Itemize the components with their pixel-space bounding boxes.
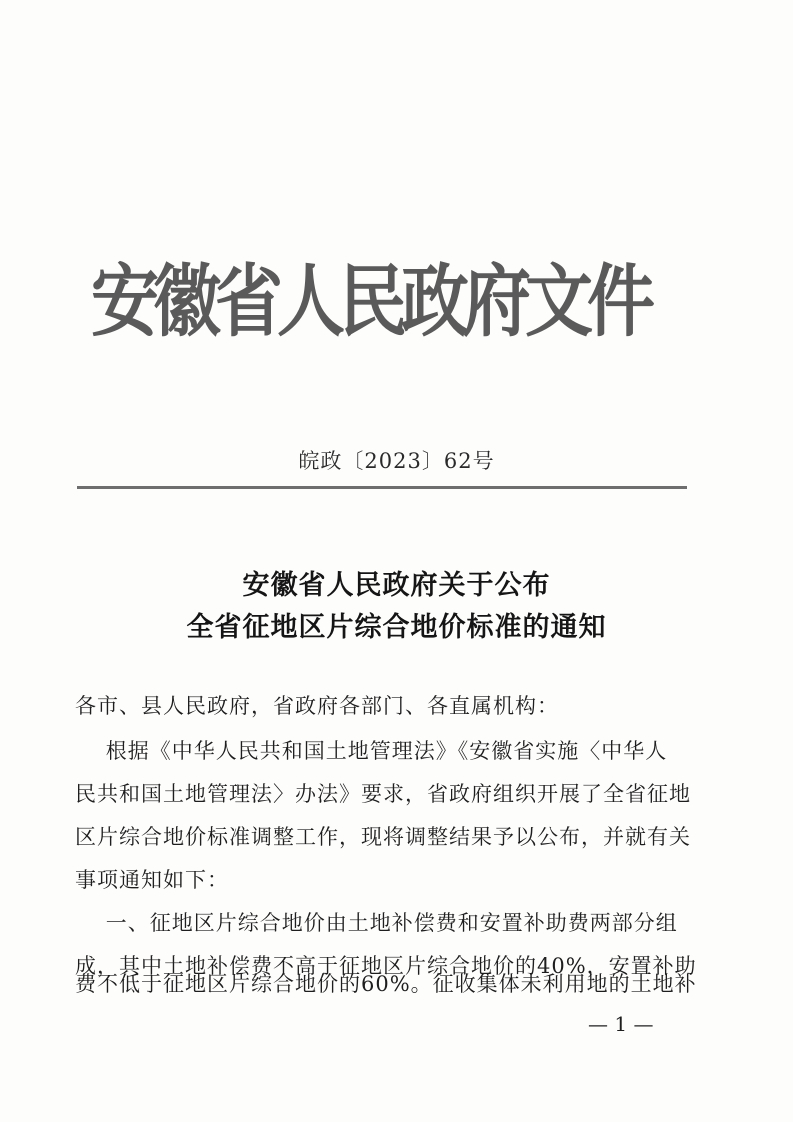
body-line: 区片综合地价标准调整工作，现将调整结果予以公布，并就有关	[75, 825, 691, 849]
body-line: 一、征地区片综合地价由土地补偿费和安置补助费两部分组	[75, 911, 678, 935]
body-line: 根据《中华人民共和国土地管理法》《安徽省实施〈中华人	[75, 739, 668, 763]
header-divider-line	[77, 486, 687, 489]
document-number: 皖政〔2023〕62号	[298, 449, 495, 473]
salutation: 各市、县人民政府，省政府各部门、各直属机构：	[75, 694, 559, 718]
document-title-line-1: 安徽省人民政府关于公布	[242, 570, 551, 601]
issuing-authority-header: 安徽省人民政府文件	[90, 257, 649, 348]
body-line: 事项通知如下：	[75, 868, 229, 892]
document-title-line-2: 全省征地区片综合地价标准的通知	[186, 612, 607, 643]
body-line: 费不低于征地区片综合地价的60%。征收集体未利用地的土地补	[75, 972, 697, 996]
body-line: 成，其中土地补偿费不高于征地区片综合地价的40%，安置补助	[75, 954, 697, 978]
page-number: — 1 —	[588, 1012, 654, 1036]
body-line: 民共和国土地管理法〉办法》要求，省政府组织开展了全省征地	[75, 782, 691, 806]
